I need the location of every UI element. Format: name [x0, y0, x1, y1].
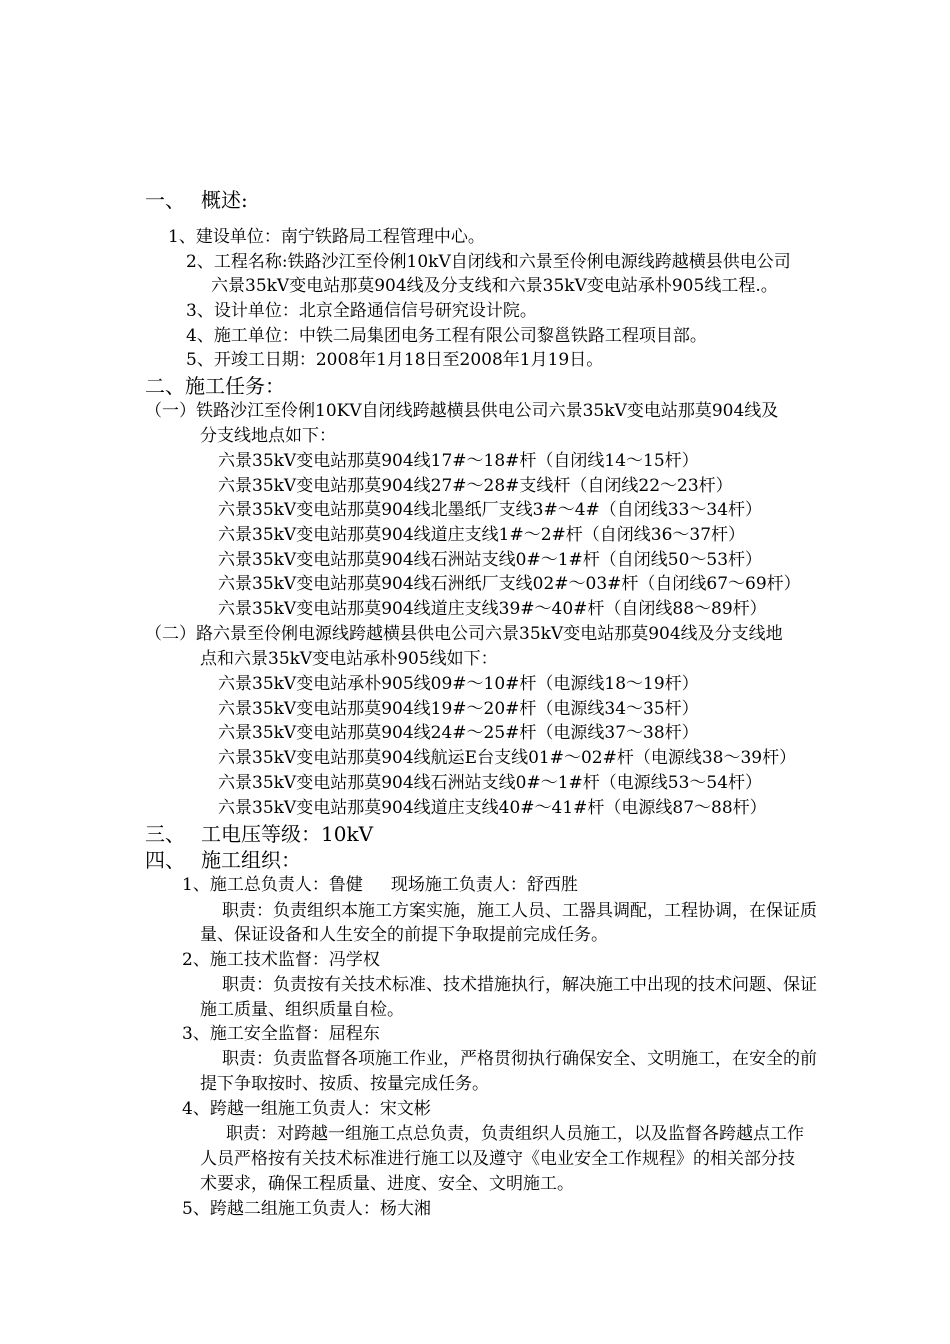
list-item: 六景35kV变电站那莫904线石洲站支线0#～1#杆（自闭线50～53杆） [218, 550, 763, 570]
org-item-safety-supervisor: 3、施工安全监督：屈程东 [182, 1024, 380, 1044]
list-item: 六景35kV变电站那莫904线27#～28#支线杆（自闭线22～23杆） [218, 476, 733, 496]
duty-text: 职责：负责监督各项施工作业，严格贯彻执行确保安全、文明施工，在安全的前 [222, 1049, 817, 1069]
duty-text: 职责：负责组织本施工方案实施，施工人员、工器具调配，工程协调，在保证质 [222, 901, 817, 921]
item-design-unit: 3、设计单位：北京全路通信信号研究设计院。 [186, 301, 537, 321]
site-leader: 现场施工负责人：舒西胜 [390, 875, 578, 895]
part-2-intro-cont: 点和六景35kV变电站承朴905线如下： [200, 649, 498, 669]
section-4-number: 四、 [145, 848, 185, 872]
section-2-heading: 二、施工任务： [145, 374, 285, 398]
part-1-intro-cont: 分支线地点如下： [200, 426, 336, 446]
list-item: 六景35kV变电站那莫904线19#～20#杆（电源线34～35杆） [218, 699, 699, 719]
part-2-intro: （二）路六景至伶俐电源线跨越横县供电公司六景35kV变电站那莫904线及分支线地 [145, 624, 783, 644]
list-item: 六景35kV变电站那莫904线道庄支线39#～40#杆（自闭线88～89杆） [218, 599, 767, 619]
section-3-title: 工电压等级：10kV [201, 822, 374, 846]
general-leader: 1、施工总负责人：鲁健 [182, 875, 363, 895]
org-item-group-2-leader: 5、跨越二组施工负责人：杨大湘 [182, 1199, 431, 1219]
duty-text: 职责：对跨越一组施工点总负责，负责组织人员施工，以及监督各跨越点工作 [226, 1124, 804, 1144]
section-4-heading [145, 847, 301, 873]
item-builder-unit: 4、施工单位：中铁二局集团电务工程有限公司黎邕铁路工程项目部。 [186, 326, 707, 346]
org-item-tech-supervisor: 2、施工技术监督：冯学权 [182, 950, 380, 970]
list-item: 六景35kV变电站那莫904线石洲纸厂支线02#～03#杆（自闭线67～69杆） [218, 574, 801, 594]
item-project-name-cont: 六景35kV变电站那莫904线及分支线和六景35kV变电站承朴905线工程.。 [211, 276, 778, 296]
item-project-name: 2、工程名称:铁路沙江至伶俐10kV自闭线和六景至伶俐电源线跨越横县供电公司 [186, 252, 791, 272]
duty-text: 术要求，确保工程质量、进度、安全、文明施工。 [200, 1174, 574, 1194]
duty-text: 提下争取按时、按质、按量完成任务。 [200, 1074, 489, 1094]
section-1-number: 一、 [145, 188, 185, 212]
duty-text: 施工质量、组织质量自检。 [200, 1000, 404, 1020]
item-construction-unit: 1、建设单位：南宁铁路局工程管理中心。 [168, 227, 485, 247]
list-item: 六景35kV变电站那莫904线道庄支线1#～2#杆（自闭线36～37杆） [218, 525, 746, 545]
list-item: 六景35kV变电站承朴905线09#～10#杆（电源线18～19杆） [218, 674, 699, 694]
list-item: 六景35kV变电站那莫904线17#～18#杆（自闭线14～15杆） [218, 451, 699, 471]
section-3-heading [145, 821, 373, 847]
list-item: 六景35kV变电站那莫904线航运E台支线01#～02#杆（电源线38～39杆） [218, 748, 797, 768]
list-item: 六景35kV变电站那莫904线北墨纸厂支线3#～4#（自闭线33～34杆） [218, 500, 763, 520]
org-item-group-1-leader: 4、跨越一组施工负责人：宋文彬 [182, 1099, 431, 1119]
duty-text: 量、保证设备和人生安全的前提下争取提前完成任务。 [200, 925, 608, 945]
section-1-heading [145, 187, 248, 213]
section-3-number: 三、 [145, 822, 185, 846]
part-1-intro: （一）铁路沙江至伶俐10KV自闭线跨越横县供电公司六景35kV变电站那莫904线及 [145, 401, 779, 421]
duty-text: 人员严格按有关技术标准进行施工以及遵守《电业安全工作规程》的相关部分技 [200, 1149, 795, 1169]
section-4-title: 施工组织： [201, 848, 301, 872]
duty-text: 职责：负责按有关技术标准、技术措施执行，解决施工中出现的技术问题、保证 [222, 975, 817, 995]
org-item-general-leader [182, 873, 578, 897]
list-item: 六景35kV变电站那莫904线道庄支线40#～41#杆（电源线87～88杆） [218, 798, 767, 818]
list-item: 六景35kV变电站那莫904线石洲站支线0#～1#杆（电源线53～54杆） [218, 773, 763, 793]
list-item: 六景35kV变电站那莫904线24#～25#杆（电源线37～38杆） [218, 723, 699, 743]
section-1-title: 概述: [201, 188, 248, 212]
item-schedule: 5、开竣工日期：2008年1月18日至2008年1月19日。 [186, 350, 604, 370]
